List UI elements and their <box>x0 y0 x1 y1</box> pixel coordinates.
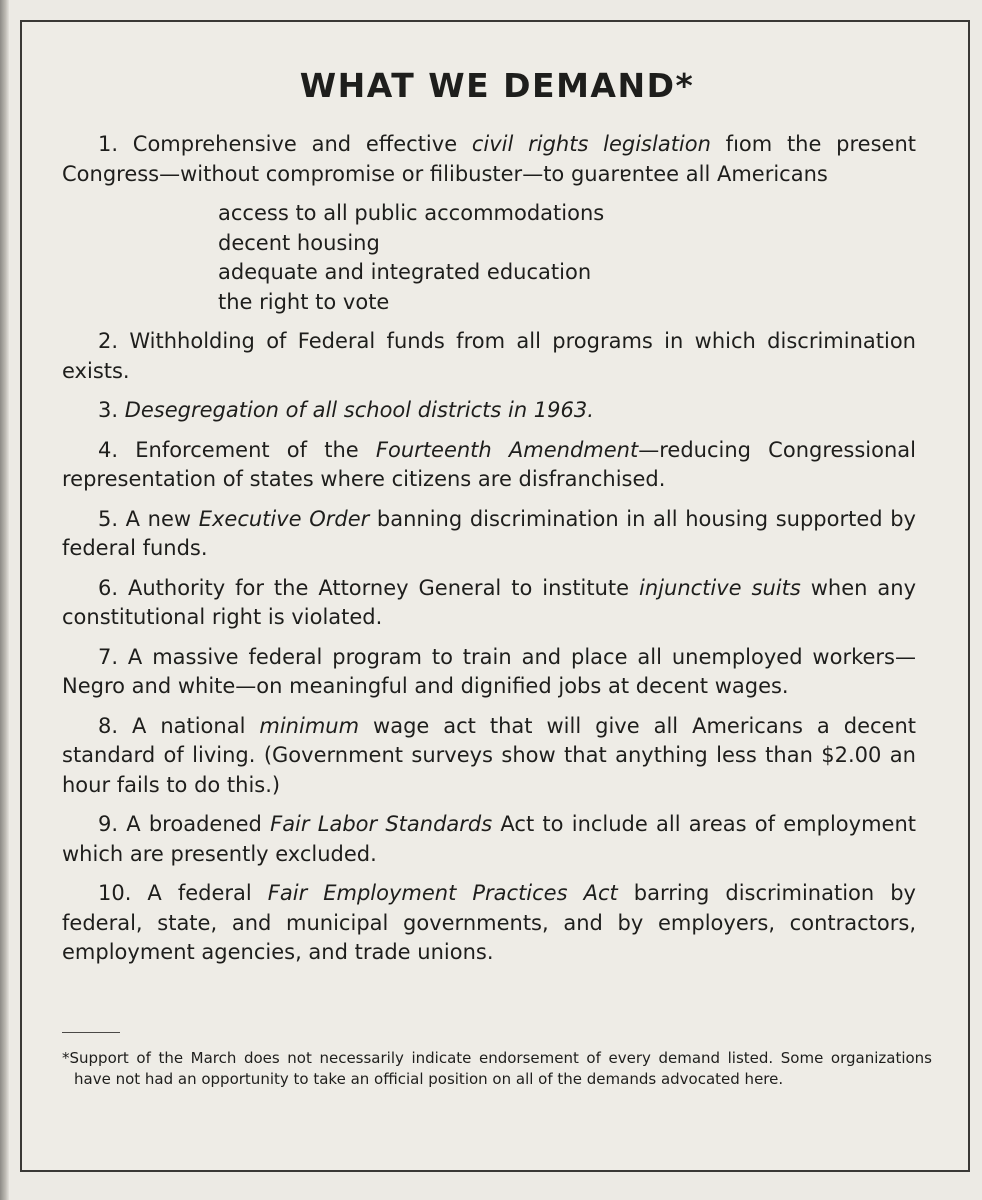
demand-emphasis: Executive Order <box>198 506 370 531</box>
demand-item <box>62 327 916 386</box>
demand-text: 8. A national <box>98 713 260 738</box>
demand-emphasis: Desegregation of all school districts in 1963. <box>124 398 594 422</box>
demand-text: 1. Comprehensive and effective <box>98 132 472 156</box>
demand-emphasis: Fair Employment Practices Act <box>267 881 618 905</box>
demand-text: wage act that will give all Americans a decent standard of living. (Government surveys show that anything less than $2.00 an hour fails to do this.) <box>62 713 916 797</box>
demand-text: 9. A broadened <box>98 812 271 836</box>
sublist-item: decent housing <box>218 230 380 255</box>
demand-text: 10. A federal <box>98 881 268 905</box>
demand-item <box>62 643 916 702</box>
demand-emphasis: minimum <box>259 713 360 738</box>
demand-text: 4. Enforcement of the <box>98 437 376 462</box>
demand-text: 2. Withholding of Federal funds from all programs in which discrimination exists. <box>62 329 916 383</box>
demand-text: 3. <box>98 398 125 422</box>
demand-text: barring discrimination by federal, state, and municipal governments, and by employers, contractors, employment agencies, and trade unions. <box>62 881 916 964</box>
demand-emphasis: civil rights legislation <box>471 132 711 156</box>
demand-item <box>62 879 916 968</box>
demand-item <box>62 505 916 564</box>
page-left-edge <box>0 0 9 1200</box>
demand-text: 7. A massive federal program to train and place all unemployed workers—Negro and white—on meaningful and dignified jobs at decent wages. <box>62 644 916 698</box>
demand-emphasis: Fourteenth Amendment <box>375 437 639 462</box>
demand-text: fıom the present Congress—without compromise or filibuster—to guarɐntee all Americans <box>62 132 916 186</box>
sublist-item: access to all public accommodations <box>218 201 605 225</box>
demand-text: Act to include all areas of employment which are presently excluded. <box>62 812 916 866</box>
demand-text: 6. Authority for the Attorney General to institute <box>98 575 640 600</box>
demand-text: 5. A new <box>98 506 199 531</box>
demand-item <box>62 396 916 426</box>
demand-emphasis: injunctive suits <box>639 575 801 600</box>
footnote-rule <box>62 1032 120 1033</box>
demand-text: when any constitutional right is violated. <box>62 575 916 629</box>
demand-text: —reducing Congressional representation of states where citizens are disfranchised. <box>62 437 917 491</box>
sublist-item: the right to vote <box>218 289 390 314</box>
demand-item <box>62 574 916 633</box>
demand-item <box>62 436 916 495</box>
document-title: WHAT WE DEMAND* <box>299 66 695 105</box>
document-frame <box>20 20 970 1172</box>
demand-sublist <box>62 199 916 317</box>
demand-item <box>62 712 916 801</box>
footnote: *Support of the March does not necessarily indicate endorsement of every demand listed. Some organizations have not had an opportunity to take an official position on all of the demands advocated here. <box>62 1049 932 1088</box>
demand-item <box>62 810 916 869</box>
sublist-item: adequate and integrated education <box>218 260 592 284</box>
demand-text: banning discrimination in all housing supported by federal funds. <box>62 506 916 560</box>
demands-list <box>62 130 916 978</box>
demand-emphasis: Fair Labor Standards <box>270 812 493 836</box>
demand-item <box>62 130 916 189</box>
